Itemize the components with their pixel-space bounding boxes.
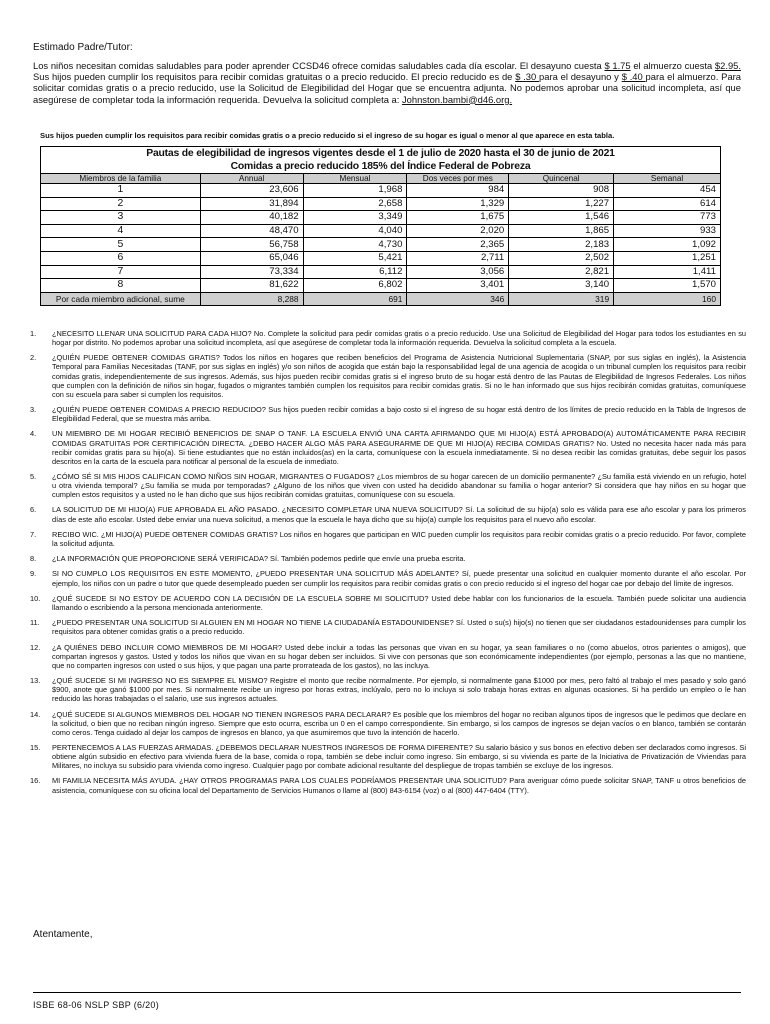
income-cell: 691 (303, 292, 407, 306)
faq-number: 13. (30, 676, 41, 686)
income-cell: 81,622 (200, 279, 303, 293)
faq-number: 7. (30, 529, 37, 539)
table-row (41, 224, 721, 238)
income-cell: 3,401 (407, 279, 509, 293)
column-header: Quincenal (509, 174, 614, 184)
income-cell: 1,251 (614, 251, 721, 265)
email-link[interactable]: Johnston.bambi@d46.org. (401, 93, 513, 105)
faq-number: 2. (30, 353, 37, 363)
table-row (41, 251, 721, 265)
income-cell: 1,411 (614, 265, 721, 279)
income-cell: 614 (614, 197, 721, 211)
income-cell: 2,183 (509, 238, 614, 252)
faq-item (30, 676, 746, 703)
column-header: Semanal (614, 174, 721, 184)
faq-text: UN MIEMBRO DE MI HOGAR RECIBIÓ BENEFICIOS DE SNAP O TANF. LA ESCUELA ENVIÓ UNA CARTA AFIRMANDO QUE MI HIJO(A) ESTÁ APROBADO(A) AUTOMÁTICAMENTE PARA RECIBIR COMIDAS GRATUITAS POR CERTIFICACIÓN DIRECTA. ¿DEBO HACER ALGO MÁS PARA ASEGURARME DE QUE MI HIJO(A) RECIBA COMIDAS GRATIS? No. Usted no necesita hacer nada más para recibir comidas gratis para su hijo(a). Si tiene estudiantes que no están incluidos(as) en la carta, comuníquese con la escuela inmediatamente. Si no desea recibir las comidas gratuitas, debe seguir los pasos descritos en la carta de la escuela para notificar al personal de la escuela de inmediato. (52, 429, 746, 466)
faq-text: ¿QUÉ SUCEDE SI ALGUNOS MIEMBROS DEL HOGAR NO TIENEN INGRESOS PARA DECLARAR? Es posible que los miembros del hogar no reciban algunos tipos de ingresos que le pedimos que declare en la solicitud, o bien que no reciban ningún ingreso. Siempre que esto ocurra, escriba un 0 en el campo correspondiente. Sin embargo, si los campos de ingresos se dejan vacíos o en blanco, también se contarán como ceros. Tenga cuidado al dejar los campos de ingresos en blanco, ya que asumiremos que tuvo la intención de hacerlo. (52, 709, 746, 737)
faq-number: 5. (30, 471, 37, 481)
faq-number: 15. (30, 743, 41, 752)
income-cell: 454 (614, 184, 721, 198)
faq-text: ¿A QUIÉNES DEBO INCLUIR COMO MIEMBROS DE MI HOGAR? Usted debe incluir a todas las personas que vivan en su hogar, ya sean familiares o no (como abuelos, otros parientes o amigos), que compartan ingresos y gastos. Usted y todos los niños que vivan en su hogar deben ser incluidos. Si vive con personas que son económicamente independientes (por ejemplo, personas a las que no mantiene, que no comparten ingresos con usted o sus hijos, y que pagan una parte prorrateada de los gastos), no las incluya. (52, 642, 746, 670)
income-cell: 1,865 (509, 224, 614, 238)
income-cell: 1,227 (509, 197, 614, 211)
faq-item (30, 554, 746, 563)
faq-text: ¿QUIÉN PUEDE OBTENER COMIDAS A PRECIO REDUCIDO? Sus hijos pueden recibir comidas a bajo costo si el ingreso de su hogar está dentro de los límites de precio reducido en la Tabla de Ingresos de Elegibilidad Federal, que se muestra más arriba. (52, 405, 746, 424)
income-cell: 933 (614, 224, 721, 238)
income-cell: 2,658 (303, 197, 407, 211)
faq-item (30, 776, 746, 794)
income-cell: 5,421 (303, 251, 407, 265)
income-cell: 346 (407, 292, 509, 306)
lunch-price: $2.95. (714, 60, 741, 71)
table-row (41, 279, 721, 293)
income-cell: 3,056 (407, 265, 509, 279)
faq-number: 4. (30, 429, 37, 439)
faq-text: ¿CÓMO SÉ SI MIS HIJOS CALIFICAN COMO NIÑOS SIN HOGAR, MIGRANTES O FUGADOS? ¿Los miembros de su hogar carecen de un domicilio permanente? ¿Su familia está viviendo en un refugio, hotel u otra vivienda temporal? ¿Su familia se muda por temporadas? ¿Alguno de los niños que viven con usted ha decidido abandonar su familia o hogar anterior? Si considera que hay niños en su hogar que cumplen estos requisitos y a usted no le han dicho que sus hijos recibirán comidas gratuitas, comuníquese con su escuela. (52, 471, 746, 500)
household-size-cell: 2 (41, 197, 201, 211)
household-size-cell: 1 (41, 184, 201, 198)
greeting: Estimado Padre/Tutor: (33, 42, 133, 53)
intro-text: para el desayuno y (539, 71, 622, 83)
table-row (41, 265, 721, 279)
faq-number: 14. (30, 709, 41, 719)
income-cell: 56,758 (200, 238, 303, 252)
intro-paragraph (33, 60, 741, 105)
household-size-cell: 4 (41, 224, 201, 238)
faq-number: 8. (30, 554, 37, 564)
income-cell: 48,470 (200, 224, 303, 238)
faq-item (30, 710, 746, 737)
closing: Atentamente, (33, 929, 93, 940)
income-cell: 6,802 (303, 279, 407, 293)
faq-item (30, 594, 746, 612)
faq-number: 3. (30, 405, 37, 415)
income-cell: 3,140 (509, 279, 614, 293)
income-cell: 984 (407, 184, 509, 198)
faq-text: ¿LA INFORMACIÓN QUE PROPORCIONE SERÁ VERIFICADA? Sí. También podemos pedirle que envíe una prueba escrita. (52, 554, 466, 564)
faq-item (30, 569, 746, 587)
income-cell: 2,365 (407, 238, 509, 252)
faq-item (30, 405, 746, 423)
column-header: Miembros de la familia (41, 174, 201, 184)
table-row (41, 211, 721, 225)
income-cell: 2,020 (407, 224, 509, 238)
faq-text: ¿QUÉ SUCEDE SI MI INGRESO NO ES SIEMPRE EL MISMO? Registre el monto que recibe normalmente. Por ejemplo, si normalmente gana $1000 por mes, pero faltó al trabajo el mes pasado y solo ganó $900, anote que ganó $1000 por mes. Si normalmente recibe un ingreso por horas extras, inclúyalo, pero no lo incluya si solo trabaja horas extras en algunas ocasiones. Si ha perdido un empleo o le han reducido las horas trabajadas o el salario, use sus ingresos actuales. (52, 676, 746, 704)
table-row (41, 184, 721, 198)
table-row (41, 197, 721, 211)
faq-text: PERTENECEMOS A LAS FUERZAS ARMADAS. ¿DEBEMOS DECLARAR NUESTROS INGRESOS DE FORMA DIFERENTE? Su salario básico y sus bonos en efectivo deben ser declarados como ingresos. Si obtiene algún subsidio en efectivo para vivienda fuera de la base, comida o ropa, también se debe incluir como ingreso. Sin embargo, si su vivienda es parte de la Iniciativa de Privatización de Viviendas para Militares, no incluya su subsidio para vivienda como ingreso. Cualquier pago por combate adicional resultante del despliegue de tropas también se excluye de los ingresos. (52, 743, 746, 771)
income-cell: 23,606 (200, 184, 303, 198)
column-header: Dos veces por mes (407, 174, 509, 184)
intro-text: Sus hijos pueden cumplir los requisitos para recibir comidas gratuitas o a precio reducido. El precio reducido es de (33, 71, 516, 83)
household-size-cell: 3 (41, 211, 201, 225)
income-cell: 31,894 (200, 197, 303, 211)
income-cell: 8,288 (200, 292, 303, 306)
eligibility-notice: Sus hijos pueden cumplir los requisitos para recibir comidas gratis o a precio reducido si el ingreso de su hogar es igual o menor al que aparece en esta tabla. (40, 131, 615, 140)
faq-text: ¿QUIÉN PUEDE OBTENER COMIDAS GRATIS? Todos los niños en hogares que reciben beneficios del Programa de Asistencia Nutricional Suplementaria (SNAP, por sus siglas en inglés), la Asistencia Temporal para Familias Necesitadas (TANF, por sus siglas en inglés) y/o son niños de acogida que están bajo la responsabilidad legal de una agencia de acogida o un tribunal cumplen los requisitos para recibir comidas gratis, independientemente de sus ingresos. Además, sus hijos pueden recibir comidas gratis si el ingreso bruto de su hogar está dentro de las Pautas de Elegibilidad de Ingresos Federales. Los niños que cumplen con la definición de niños sin hogar, fugados o migrantes también cumplen los requisitos para recibir comidas gratis. Si no le han informado que sus hijos recibirán comidas gratuitas, comuníquese con su escuela para saber si cumplen los requisitos. (52, 353, 746, 399)
faq-item (30, 618, 746, 636)
income-cell: 908 (509, 184, 614, 198)
faq-item (30, 329, 746, 347)
faq-text: RECIBO WIC. ¿MI HIJO(A) PUEDE OBTENER COMIDAS GRATIS? Los niños en hogares que participan en WIC pueden cumplir los requisitos para recibir comidas gratis o a precio reducido. Por favor, complete la solicitud adjunta. (52, 529, 746, 548)
income-cell: 1,092 (614, 238, 721, 252)
household-size-cell: 6 (41, 251, 201, 265)
table-row (41, 292, 721, 306)
income-cell: 4,730 (303, 238, 407, 252)
footer-divider (33, 992, 741, 993)
faq-number: 11. (30, 618, 40, 628)
intro-text: el almuerzo cuesta (630, 60, 715, 71)
reduced-breakfast-price: $ .30 (515, 71, 540, 83)
table-subtitle: Comidas a precio reducido 185% del Índice Federal de Pobreza (41, 160, 721, 174)
faq-number: 12. (30, 642, 41, 652)
faq-text: MI FAMILIA NECESITA MÁS AYUDA. ¿HAY OTROS PROGRAMAS PARA LOS CUALES PODRÍAMOS PRESENTAR UNA SOLICITUD? Para averiguar cómo puede solicitar SNAP, TANF u otros beneficios de asistencia, comuníquese con su oficina local del Departamento de Servicios Humanos o llame al (800) 843-6154 (voz) o al (800) 447-6404 (TTY). (52, 776, 746, 795)
household-size-cell: 7 (41, 265, 201, 279)
household-size-cell: 8 (41, 279, 201, 293)
income-cell: 6,112 (303, 265, 407, 279)
faq-item (30, 353, 746, 398)
intro-text: para el almuerzo. Para solicitar comidas gratis o a precio reducido, use la Solicitud de Elegibilidad del Hogar que se encuentra adjunta. No podemos aprobar una solicitud incompleta, así que asegúrese de completar toda la información requerida. Devuelva la solicitud completa a: (33, 71, 741, 105)
faq-item (30, 743, 746, 770)
income-cell: 73,334 (200, 265, 303, 279)
faq-list (30, 329, 746, 801)
faq-number: 1. (30, 329, 37, 338)
table-body (41, 184, 721, 306)
column-header: Mensual (303, 174, 407, 184)
faq-item (30, 429, 746, 465)
income-cell: 1,968 (303, 184, 407, 198)
column-header: Annual (200, 174, 303, 184)
table-row (41, 238, 721, 252)
breakfast-price: $ 1.75 (604, 60, 631, 71)
faq-text: ¿QUÉ SUCEDE SI NO ESTOY DE ACUERDO CON LA DECISIÓN DE LA ESCUELA SOBRE MI SOLICITUD? Usted debe hablar con los funcionarios de la escuela. También puede solicitar una audiencia llamando o escribiendo a la persona mencionada anteriormente. (52, 593, 746, 612)
income-cell: 3,349 (303, 211, 407, 225)
table-title: Pautas de elegibilidad de ingresos vigentes desde el 1 de julio de 2020 hasta el 30 de junio de 2021 (41, 147, 721, 161)
income-cell: 1,675 (407, 211, 509, 225)
income-cell: 4,040 (303, 224, 407, 238)
income-cell: 319 (509, 292, 614, 306)
income-cell: 773 (614, 211, 721, 225)
faq-number: 6. (30, 505, 37, 515)
income-cell: 40,182 (200, 211, 303, 225)
faq-text: SI NO CUMPLO LOS REQUISITOS EN ESTE MOMENTO, ¿PUEDO PRESENTAR UNA SOLICITUD MÁS ADELANTE? Sí, puede presentar una solicitud en cualquier momento durante el año escolar. Por ejemplo, los niños con un padre o tutor que quede desempleado pueden ser cumplir los requisitos para recibir comidas gratis o con precio reducido si el ingreso del hogar cae por debajo del límite de ingresos. (52, 569, 746, 588)
form-code: ISBE 68-06 NSLP SBP (6/20) (33, 1000, 160, 1010)
income-cell: 2,821 (509, 265, 614, 279)
income-cell: 1,570 (614, 279, 721, 293)
household-size-cell: 5 (41, 238, 201, 252)
income-cell: 160 (614, 292, 721, 306)
faq-text: ¿NECESITO LLENAR UNA SOLICITUD PARA CADA HIJO? No. Complete la solicitud para pedir comidas gratis o a precio reducido. Use una Solicitud de Elegibilidad del Hogar para todos los estudiantes en su hogar por distrito. No podemos aprobar una solicitud incompleta, así que asegúrese de completar toda la información requerida. Devuelva la solicitud completa a la escuela. (52, 329, 746, 348)
table-header-row (41, 174, 721, 184)
faq-number: 16. (30, 776, 41, 786)
faq-item (30, 530, 746, 548)
income-cell: 1,546 (509, 211, 614, 225)
faq-item (30, 472, 746, 499)
income-cell: 1,329 (407, 197, 509, 211)
faq-number: 9. (30, 569, 37, 579)
faq-number: 10. (30, 593, 41, 603)
income-cell: 2,711 (407, 251, 509, 265)
faq-item (30, 505, 746, 523)
intro-text: Los niños necesitan comidas saludables para poder aprender CCSD46 ofrece comidas saludables cada día escolar. El desayuno cuesta (33, 60, 605, 71)
income-cell: 65,046 (200, 251, 303, 265)
faq-item (30, 643, 746, 670)
faq-text: LA SOLICITUD DE MI HIJO(A) FUE APROBADA EL AÑO PASADO. ¿NECESITO COMPLETAR UNA NUEVA SOLICITUD? Sí. La solicitud de su hijo(a) solo es válida para ese año escolar y para los primeros días de este año escolar. Usted debe enviar una nueva solicitud, a menos que la escuela le haya dicho que su hijo(a) cumple los requisitos para el nuevo año escolar. (52, 505, 746, 524)
income-guidelines-table (40, 146, 721, 306)
household-size-cell: Por cada miembro adicional, sume (41, 292, 201, 306)
faq-text: ¿PUEDO PRESENTAR UNA SOLICITUD SI ALGUIEN EN MI HOGAR NO TIENE LA CIUDADANÍA ESTADOUNIDENSE? Sí. Usted o su(s) hijo(s) no tienen que ser ciudadanos estadounidenses para cumplir los requisitos para obtener comidas gratis o a precio reducido. (52, 618, 746, 637)
income-cell: 2,502 (509, 251, 614, 265)
reduced-lunch-price: $ .40 (621, 71, 646, 83)
